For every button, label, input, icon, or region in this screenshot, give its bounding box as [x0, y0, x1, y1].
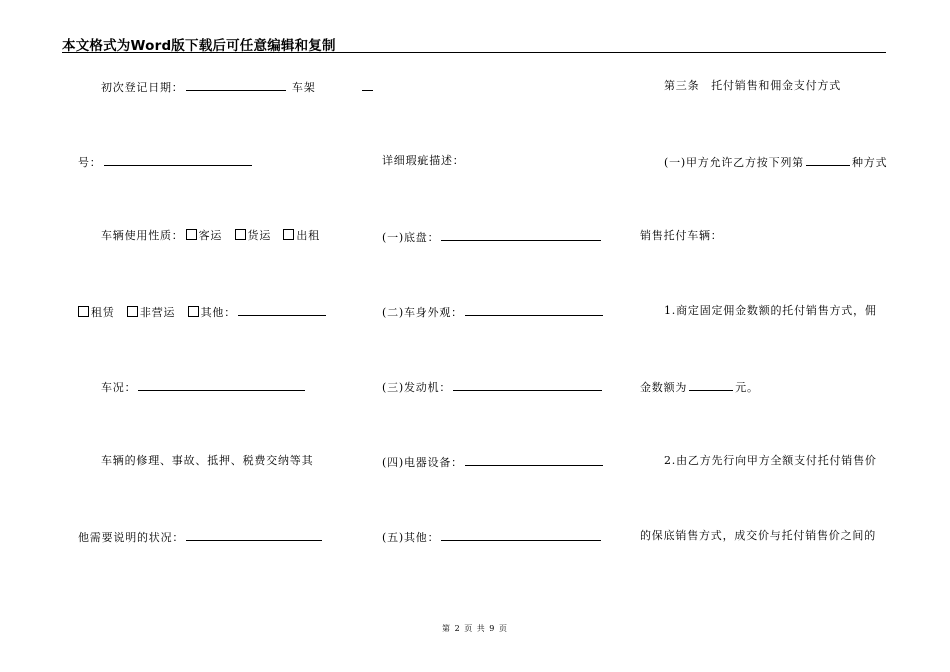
frame-blank [362, 79, 373, 91]
first-registration-date-blank [186, 79, 286, 91]
condition-blank [138, 379, 305, 391]
notes-line-2 [78, 529, 324, 545]
frame-number-blank [104, 154, 252, 166]
sale-method-line [664, 154, 887, 170]
commission-amount-label: 金数额为 [640, 381, 688, 394]
engine-line [382, 379, 604, 395]
vehicle-usage-line-2 [76, 304, 328, 320]
commission-amount-line [640, 379, 759, 395]
header-divider [62, 52, 886, 53]
fixed-commission-text: 1.商定固定佣金数额的托付销售方式，佣 [664, 304, 877, 317]
commission-amount-blank [689, 379, 733, 391]
option-other: 其他： [200, 306, 237, 319]
checkbox-passenger[interactable] [186, 229, 197, 240]
sale-method-text: (一)甲方允许乙方按下列第 [664, 156, 804, 169]
other-defects-blank [441, 529, 601, 541]
first-registration-date-label: 初次登记日期： [101, 81, 184, 94]
option-leasing: 租赁 [91, 306, 115, 319]
first-registration-date-line [101, 79, 375, 95]
body-exterior-label: (二)车身外观： [382, 306, 463, 319]
body-exterior-blank [465, 304, 603, 316]
guaranteed-sale-text: 的保底销售方式，成交价与托付销售价之间的 [640, 529, 876, 542]
checkbox-rental[interactable] [283, 229, 294, 240]
checkbox-leasing[interactable] [78, 306, 89, 317]
notes-label: 他需要说明的状况： [78, 531, 185, 544]
notes-blank [186, 529, 322, 541]
vehicle-usage-line [101, 229, 320, 243]
sale-method-suffix: 种方式 [851, 156, 888, 169]
checkbox-non-commercial[interactable] [127, 306, 138, 317]
checkbox-freight[interactable] [235, 229, 246, 240]
body-exterior-line [382, 304, 605, 320]
page-number: 第 2 页 共 9 页 [442, 624, 508, 633]
engine-label: (三)发动机： [382, 381, 452, 394]
commission-amount-unit: 元。 [735, 381, 759, 394]
option-rental: 出租 [296, 229, 321, 242]
option-passenger: 客运 [198, 229, 223, 242]
notes-line-1: 车辆的修理、事故、抵押、税费交纳等其 [101, 454, 314, 467]
other-defects-line [382, 529, 603, 545]
frame-number-line [78, 154, 254, 170]
engine-blank [453, 379, 602, 391]
chassis-label: (一)底盘： [382, 231, 440, 244]
vehicle-usage-label: 车辆使用性质： [101, 229, 184, 242]
prepayment-text: 2.由乙方先行向甲方全额支付托付销售价 [664, 454, 877, 467]
sale-method-blank [806, 154, 850, 166]
checkbox-other[interactable] [188, 306, 199, 317]
article-three-heading: 第三条 托付销售和佣金支付方式 [664, 79, 841, 92]
defect-description-label: 详细瑕疵描述： [382, 154, 465, 167]
condition-line [101, 379, 307, 395]
option-non-commercial: 非营运 [139, 306, 176, 319]
option-freight: 货运 [247, 229, 272, 242]
other-blank [238, 304, 326, 316]
document-header-title: 本文格式为Word版下载后可任意编辑和复制 [62, 38, 336, 54]
consigned-vehicle-text: 销售托付车辆： [640, 229, 723, 242]
electrical-line [382, 454, 605, 470]
condition-label: 车况： [101, 381, 137, 394]
frame-number-label: 号： [78, 156, 102, 169]
frame-label: 车架 [291, 81, 316, 94]
other-defects-label: (五)其他： [382, 531, 440, 544]
chassis-line [382, 229, 603, 245]
electrical-blank [465, 454, 603, 466]
electrical-label: (四)电器设备： [382, 456, 463, 469]
chassis-blank [441, 229, 601, 241]
